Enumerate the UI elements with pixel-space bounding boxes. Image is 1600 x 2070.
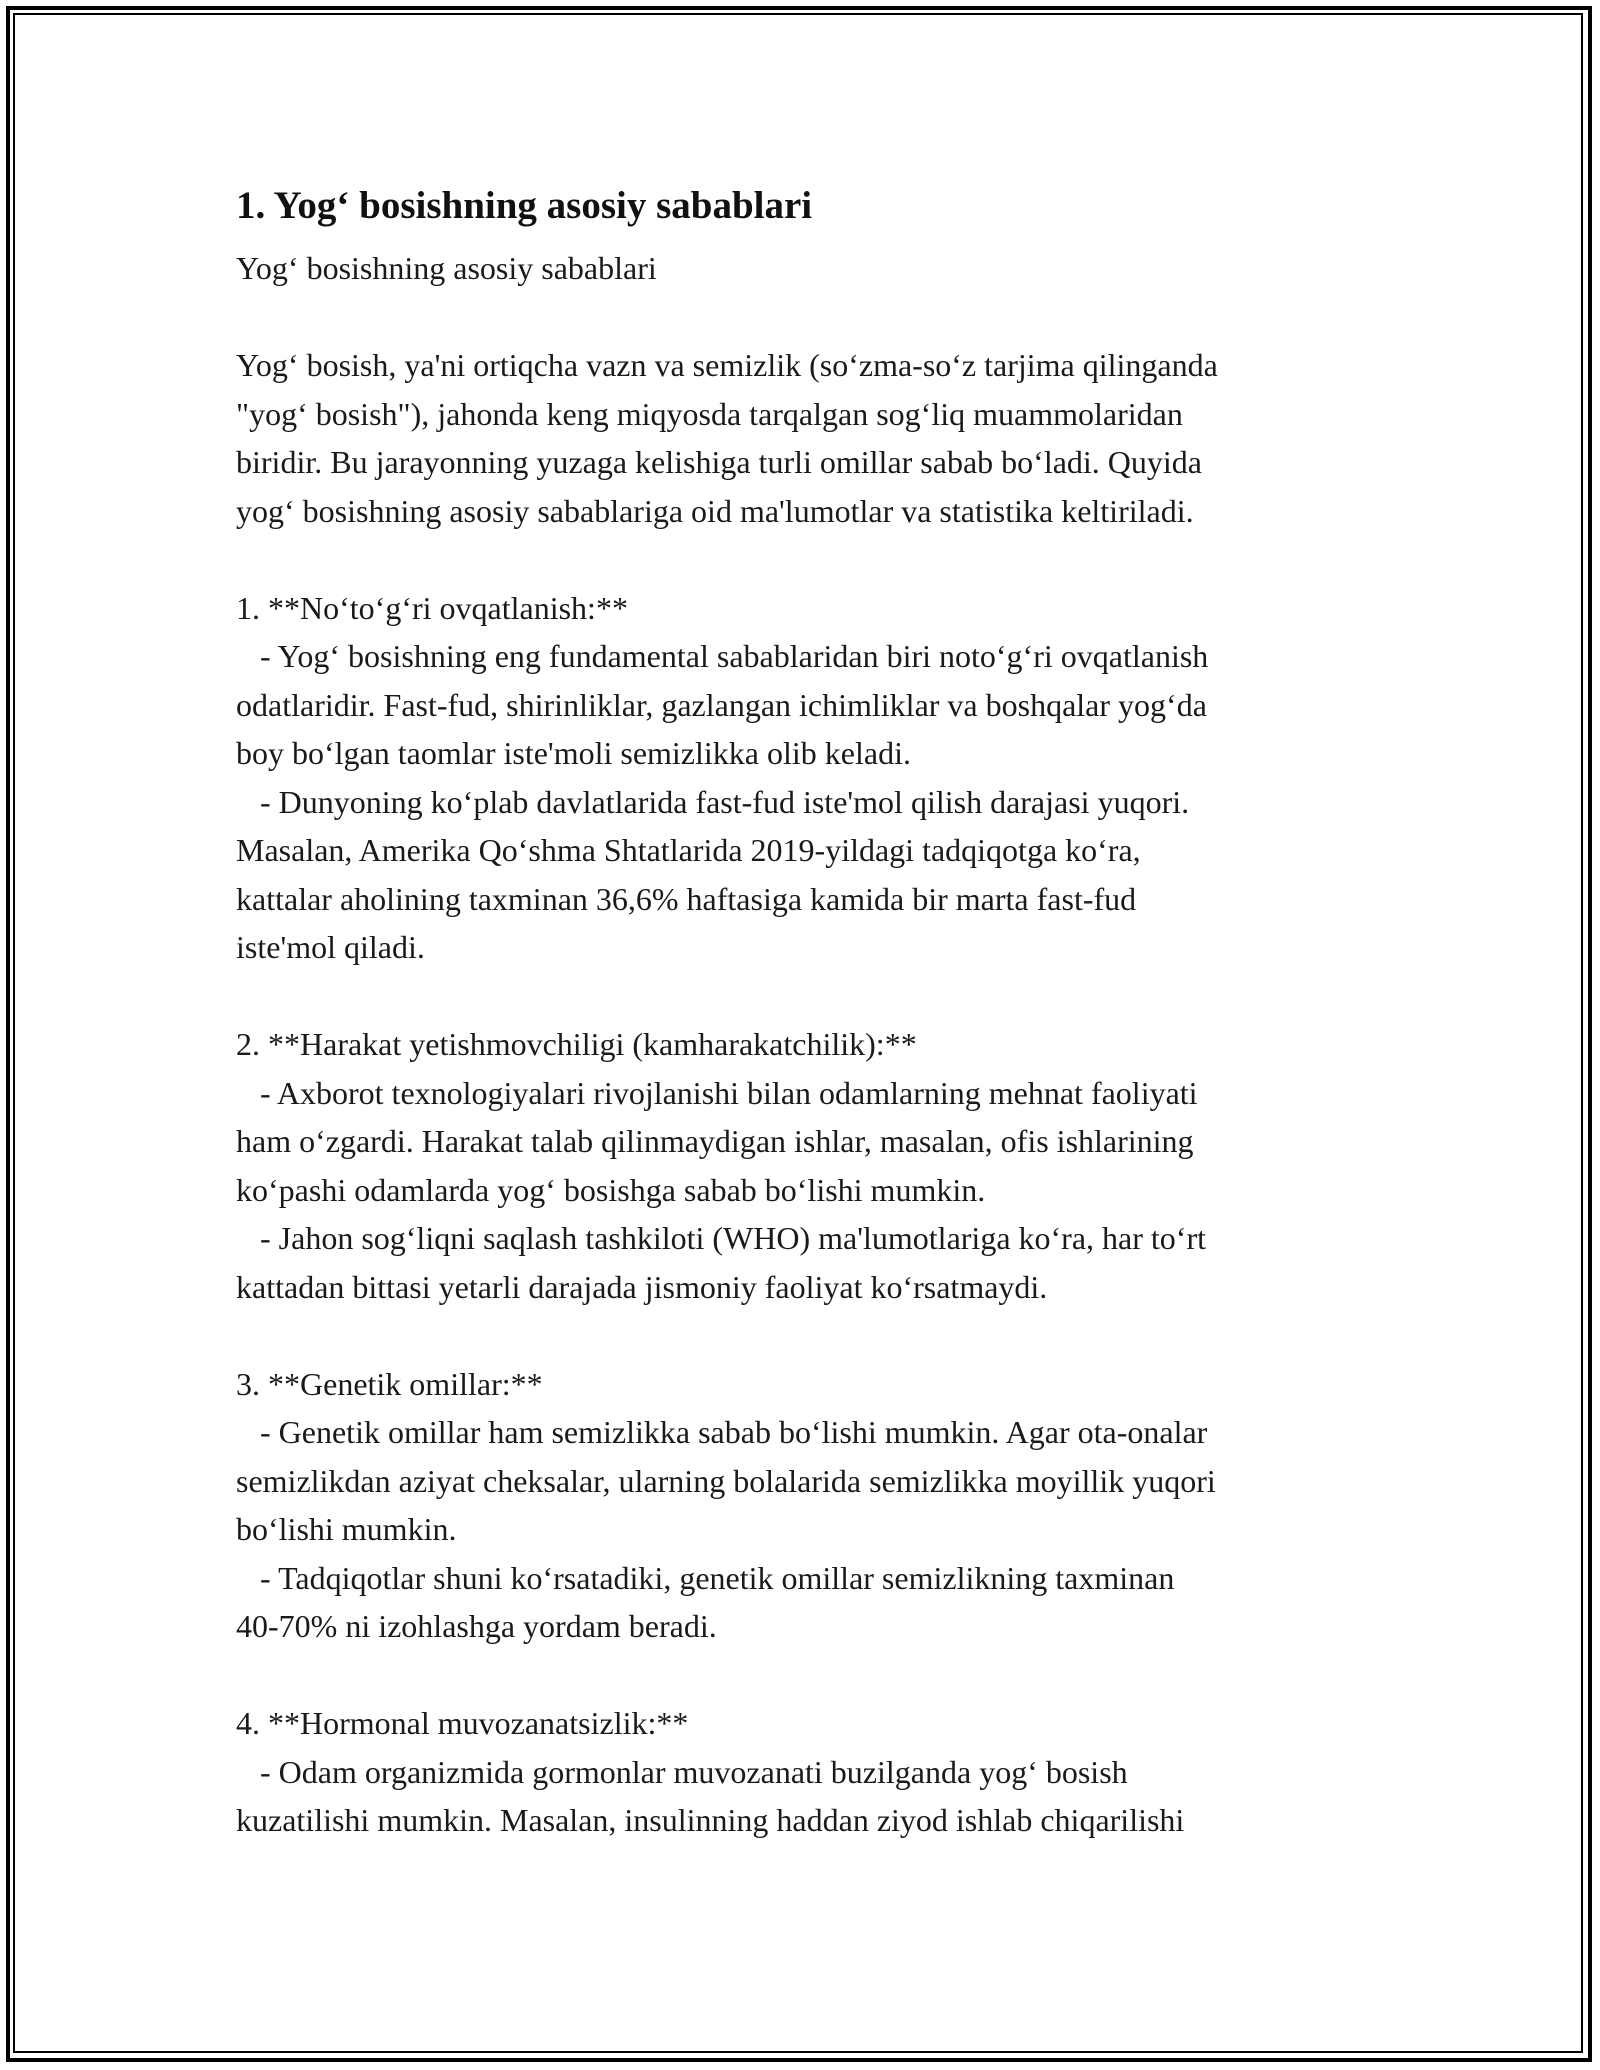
document-body: Yog‘ bosishning asosiy sabablari Yog‘ bosish, ya'ni ortiqcha vazn va semizlik (so‘zma-so‘z tarjima qilinganda "yog‘ bosish"), jahonda keng miqyosda tarqalgan sog‘liq muammolaridan biridir. Bu jarayonning yuzaga kelishiga turli omillar sabab bo‘ladi. Quyida yog‘ bosishning asosiy sabablariga oid ma'lumotlar va statistika keltiriladi. 1. **No‘to‘g‘ri ovqatlanish:** - Yog‘ bosishning eng fundamental sabablaridan biri noto‘g‘ri ovqatlanish odatlaridir. Fast-fud, shirinliklar, gazlangan ichimliklar va boshqalar yog‘da boy bo‘lgan taomlar iste'moli semizlikka olib keladi. - Dunyoning ko‘plab davlatlarida fast-fud iste'mol qilish darajasi yuqori. Masalan, Amerika Qo‘shma Shtatlarida 2019-yildagi tadqiqotga ko‘ra, kattalar aholining taxminan 36,6% haftasiga kamida bir marta fast-fud iste'mol qiladi. 2. **Harakat yetishmovchiligi (kamharakatchilik):** - Axborot texnologiyalari rivojlanishi bilan odamlarning mehnat faoliyati ham o‘zgardi. Harakat talab qilinmaydigan ishlar, masalan, ofis ishlarining ko‘pashi odamlarda yog‘ bosishga sabab bo‘lishi mumkin. - Jahon sog‘liqni saqlash tashkiloti (WHO) ma'lumotlariga ko‘ra, har to‘rt kattadan bittasi yetarli darajada jismoniy faoliyat ko‘rsatmaydi. 3. **Genetik omillar:** - Genetik omillar ham semizlikka sabab bo‘lishi mumkin. Agar ota-onalar semizlikdan aziyat cheksalar, ularning bolalarida semizlikka moyillik yuqori bo‘lishi mumkin. - Tadqiqotlar shuni ko‘rsatadiki, genetik omillar semizlikning taxminan 40-70% ni izohlashga yordam beradi. 4. **Hormonal muvozanatsizlik:** - Odam organizmida gormonlar muvozanati buzilganda yog‘ bosish kuzatilishi mumkin. Masalan, insulinning haddan ziyod ishlab chiqarilishi <box>236 250 1218 1838</box>
document-heading: 1. Yog‘ bosishning asosiy sabablari <box>236 184 813 227</box>
document-page <box>236 182 1376 1845</box>
